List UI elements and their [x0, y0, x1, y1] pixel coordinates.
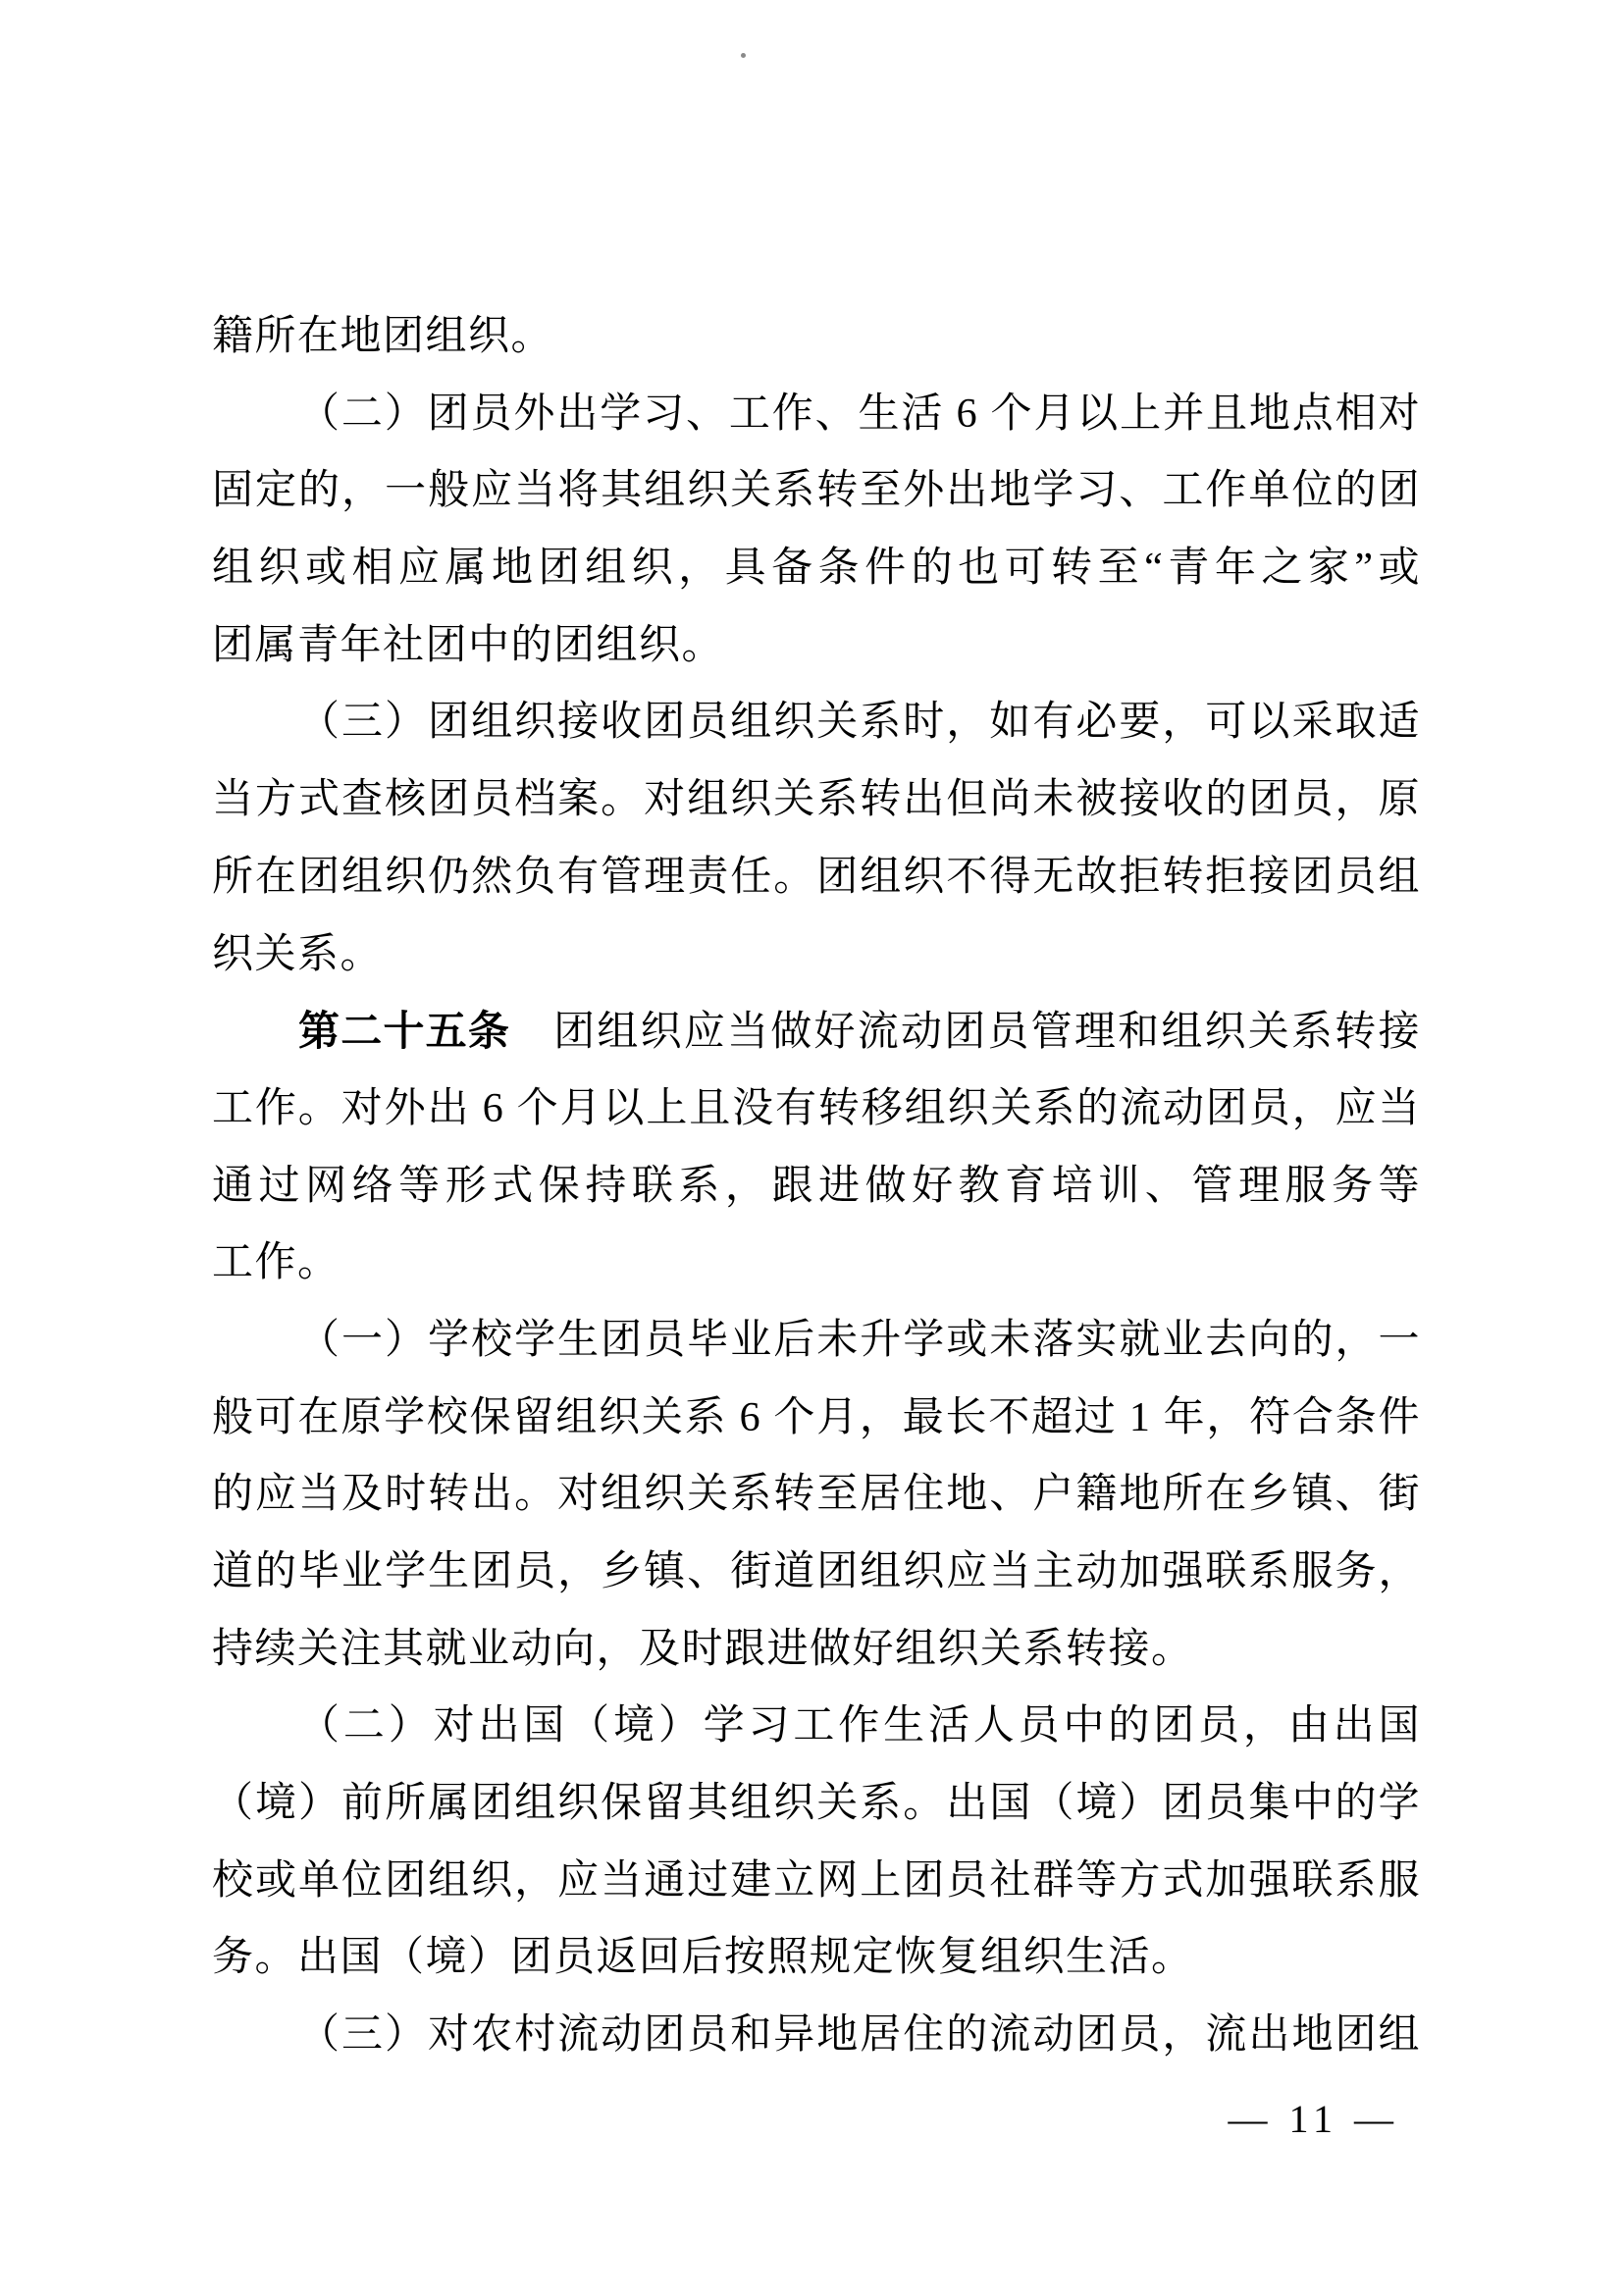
text-line: （境）前所属团组织保留其组织关系。出国（境）团员集中的学 [212, 1781, 1421, 1827]
text-line: 组织或相应属地团组织，具备条件的也可转至“青年之家”或 [212, 546, 1421, 592]
page-number: — 11 — [1228, 2097, 1399, 2141]
document-text-block [212, 298, 1421, 2074]
text-line: 工作。 [212, 1240, 340, 1286]
text-line: 的应当及时转出。对组织关系转至居住地、户籍地所在乡镇、街 [212, 1472, 1421, 1518]
text-line-body: 团组织应当做好流动团员管理和组织关系转接 [553, 1010, 1421, 1056]
text-line: （三）团组织接收团员组织关系时，如有必要，可以采取适 [298, 700, 1421, 746]
text-line: 固定的，一般应当将其组织关系转至外出地学习、工作单位的团 [212, 468, 1421, 514]
text-line: 务。出国（境）团员返回后按照规定恢复组织生活。 [212, 1935, 1194, 1981]
text-line: 工作。对外出 6 个月以上且没有转移组织关系的流动团员，应当 [212, 1085, 1421, 1131]
text-line: 道的毕业学生团员，乡镇、街道团组织应当主动加强联系服务， [212, 1549, 1421, 1594]
text-line: （三）对农村流动团员和异地居住的流动团员，流出地团组 [298, 2012, 1421, 2059]
text-line: 通过网络等形式保持联系，跟进做好教育培训、管理服务等 [212, 1163, 1421, 1209]
text-line: 织关系。 [212, 931, 384, 977]
text-line: 籍所在地团组织。 [212, 314, 554, 359]
text-line: 持续关注其就业动向，及时跟进做好组织关系转接。 [212, 1626, 1194, 1672]
text-line: 所在团组织仍然负有管理责任。团组织不得无故拒转拒接团员组 [212, 854, 1421, 900]
text-line [212, 993, 1421, 1070]
scan-speck-artifact [741, 53, 746, 58]
text-line: 团属青年社团中的团组织。 [212, 622, 725, 668]
article-heading: 第二十五条 [298, 1008, 511, 1055]
text-line: （一）学校学生团员毕业后未升学或未落实就业去向的，一 [298, 1317, 1421, 1363]
text-line: 般可在原学校保留组织关系 6 个月，最长不超过 1 年，符合条件 [212, 1394, 1421, 1440]
text-line: 当方式查核团员档案。对组织关系转出但尚未被接收的团员，原 [212, 777, 1421, 823]
text-line: （二）对出国（境）学习工作生活人员中的团员，由出国 [298, 1703, 1421, 1749]
text-line: 校或单位团组织，应当通过建立网上团员社群等方式加强联系服 [212, 1857, 1421, 1904]
text-line: （二）团员外出学习、工作、生活 6 个月以上并且地点相对 [298, 391, 1421, 437]
